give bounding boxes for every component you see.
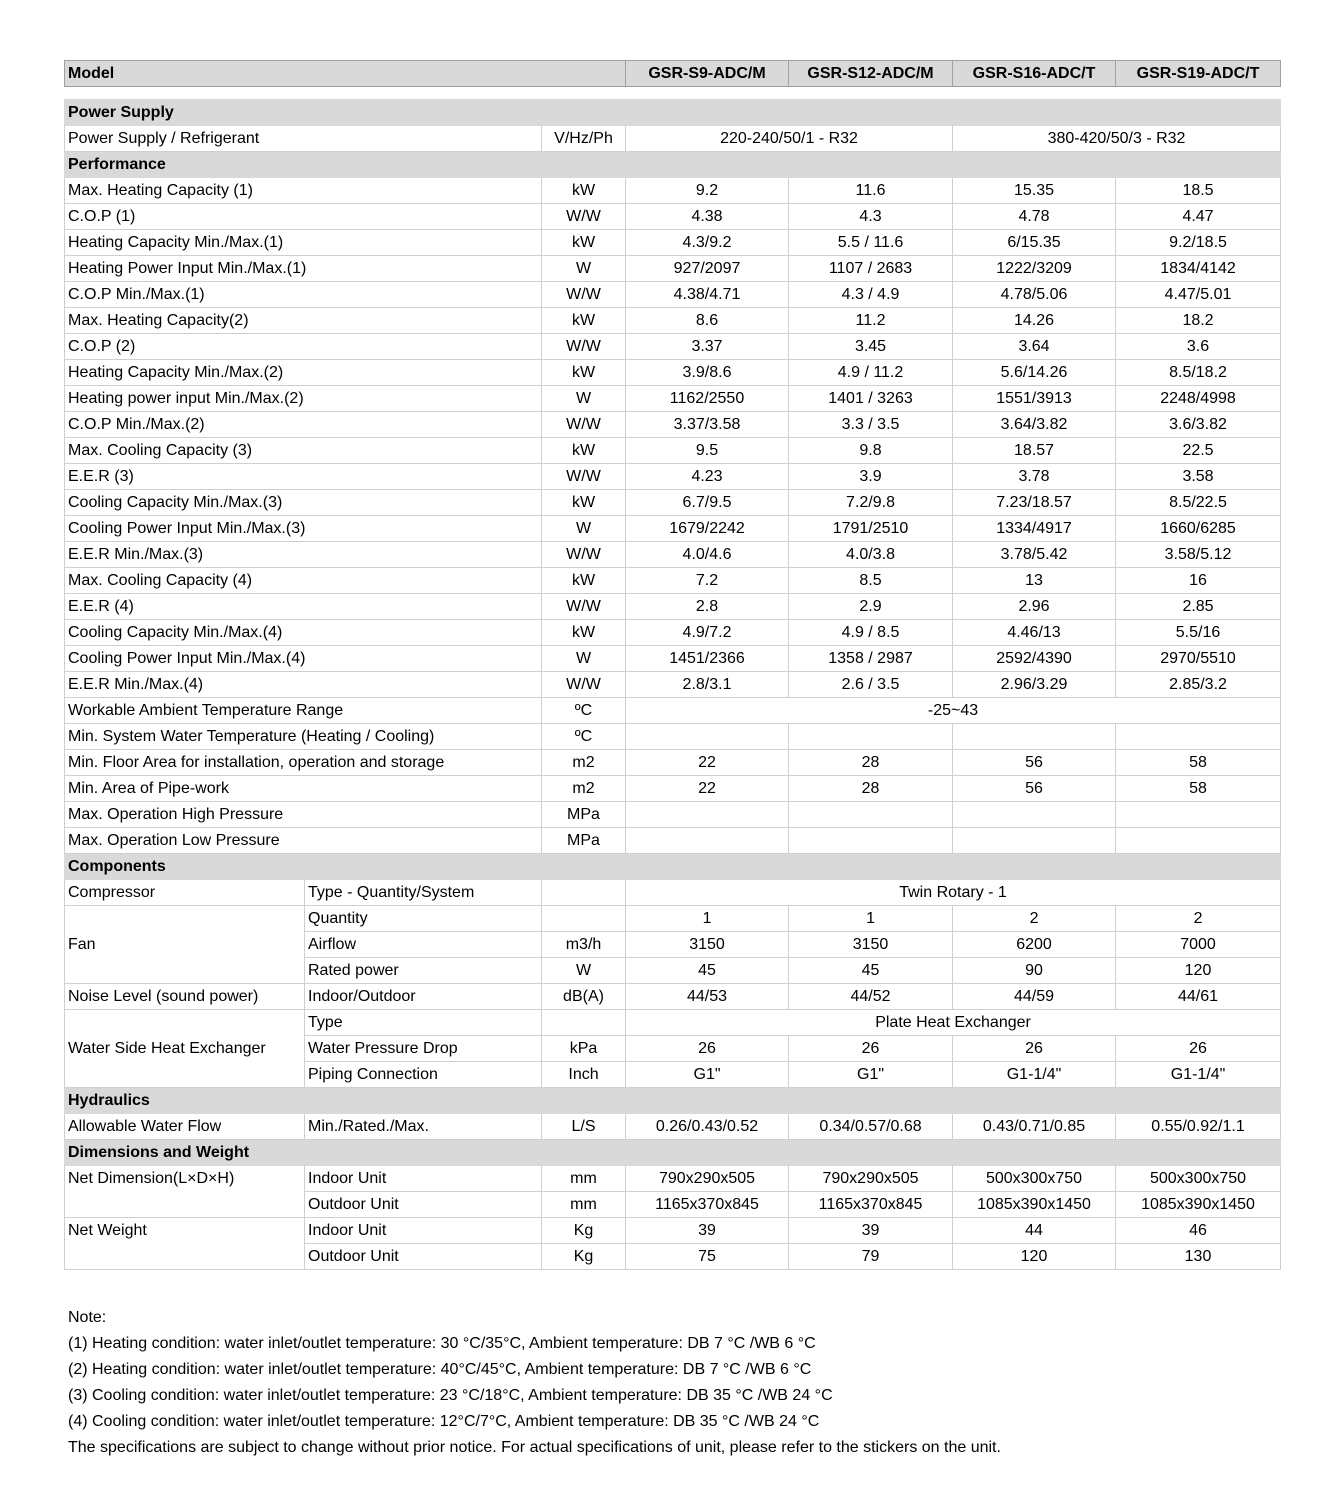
row-value: 3.6/3.82 (1116, 412, 1281, 438)
row-unit: m3/h (542, 932, 626, 958)
row-unit (542, 906, 626, 932)
row-value: 4.3/9.2 (626, 230, 789, 256)
row-unit: kW (542, 490, 626, 516)
row-unit: Kg (542, 1218, 626, 1244)
noise-level-row (65, 984, 1281, 1010)
row-value: 26 (789, 1036, 953, 1062)
row-value: 8.6 (626, 308, 789, 334)
spacer-row (65, 87, 1281, 100)
net-weight-indoor-row (65, 1218, 1281, 1244)
row-value: 22.5 (1116, 438, 1281, 464)
row-value: 8.5/22.5 (1116, 490, 1281, 516)
row-value: 44/52 (789, 984, 953, 1010)
row-label: Min. Floor Area for installation, operation and storage (65, 750, 542, 776)
row-value: 2.96 (953, 594, 1116, 620)
row-value: 44/59 (953, 984, 1116, 1010)
row-label: Compressor (65, 880, 305, 906)
row-value: 2.8/3.1 (626, 672, 789, 698)
row-value: 2248/4998 (1116, 386, 1281, 412)
row-value: 1358 / 2987 (789, 646, 953, 672)
performance-row (65, 620, 1281, 646)
row-value: 0.26/0.43/0.52 (626, 1114, 789, 1140)
row-value: 4.0/4.6 (626, 542, 789, 568)
row-value: 58 (1116, 750, 1281, 776)
row-unit: Inch (542, 1062, 626, 1088)
row-value: 22 (626, 776, 789, 802)
high-pressure-row (65, 802, 1281, 828)
row-value: 500x300x750 (953, 1166, 1116, 1192)
row-unit: kW (542, 568, 626, 594)
row-unit: dB(A) (542, 984, 626, 1010)
row-unit: ºC (542, 724, 626, 750)
row-label: C.O.P Min./Max.(2) (65, 412, 542, 438)
row-value: 7.2/9.8 (789, 490, 953, 516)
row-unit: W/W (542, 672, 626, 698)
row-value: 4.9 / 8.5 (789, 620, 953, 646)
row-sublabel: Water Pressure Drop (305, 1036, 542, 1062)
model-label: Model (65, 61, 626, 87)
row-value: 120 (1116, 958, 1281, 984)
performance-row (65, 568, 1281, 594)
row-value: 8.5/18.2 (1116, 360, 1281, 386)
row-value: 6/15.35 (953, 230, 1116, 256)
row-unit: m2 (542, 750, 626, 776)
row-value: 8.5 (789, 568, 953, 594)
row-value: 2.85/3.2 (1116, 672, 1281, 698)
net-dimension-indoor-row (65, 1166, 1281, 1192)
row-label: E.E.R Min./Max.(4) (65, 672, 542, 698)
performance-row (65, 412, 1281, 438)
row-label: Max. Heating Capacity(2) (65, 308, 542, 334)
row-value: 1791/2510 (789, 516, 953, 542)
row-value: 3.64 (953, 334, 1116, 360)
row-value: 14.26 (953, 308, 1116, 334)
row-value: 5.5 / 11.6 (789, 230, 953, 256)
row-unit: mm (542, 1192, 626, 1218)
model-name: GSR-S12-ADC/M (789, 61, 953, 87)
row-value: 3.45 (789, 334, 953, 360)
row-value: 927/2097 (626, 256, 789, 282)
row-value: 3.78/5.42 (953, 542, 1116, 568)
row-label: E.E.R (4) (65, 594, 542, 620)
row-value: 9.5 (626, 438, 789, 464)
row-value: 2.6 / 3.5 (789, 672, 953, 698)
row-value: 11.2 (789, 308, 953, 334)
row-value: 39 (626, 1218, 789, 1244)
row-unit: V/Hz/Ph (542, 126, 626, 152)
row-unit: kW (542, 620, 626, 646)
row-value: 3.37 (626, 334, 789, 360)
row-value: 4.46/13 (953, 620, 1116, 646)
ambient-temperature-row (65, 698, 1281, 724)
row-value: 44/61 (1116, 984, 1281, 1010)
row-unit: W/W (542, 204, 626, 230)
row-value: 5.6/14.26 (953, 360, 1116, 386)
row-label: Max. Heating Capacity (1) (65, 178, 542, 204)
row-value: 130 (1116, 1244, 1281, 1270)
row-sublabel: Min./Rated./Max. (305, 1114, 542, 1140)
note-line: The specifications are subject to change without prior notice. For actual specifications of unit, please refer to the stickers on the unit. (68, 1439, 1001, 1456)
row-value: 2.96/3.29 (953, 672, 1116, 698)
row-value: 4.47 (1116, 204, 1281, 230)
row-unit: ºC (542, 698, 626, 724)
note-line: (4) Cooling condition: water inlet/outlet temperature: 12°C/7°C, Ambient temperature: DB 35 °C /WB 24 °C (68, 1413, 820, 1430)
row-label: Cooling Capacity Min./Max.(3) (65, 490, 542, 516)
row-unit: W (542, 958, 626, 984)
row-value: 1107 / 2683 (789, 256, 953, 282)
performance-row (65, 230, 1281, 256)
row-value: G1" (789, 1062, 953, 1088)
performance-row (65, 464, 1281, 490)
section-header-performance (65, 152, 1281, 178)
row-value: 18.2 (1116, 308, 1281, 334)
row-value: 56 (953, 750, 1116, 776)
row-unit: W (542, 646, 626, 672)
row-unit: kPa (542, 1036, 626, 1062)
row-value: 1334/4917 (953, 516, 1116, 542)
row-value: 790x290x505 (789, 1166, 953, 1192)
row-value: 5.5/16 (1116, 620, 1281, 646)
row-sublabel: Quantity (305, 906, 542, 932)
row-value: 3.6 (1116, 334, 1281, 360)
row-value: 2970/5510 (1116, 646, 1281, 672)
heat-exchanger-type-row (65, 1010, 1281, 1036)
row-label: Cooling Power Input Min./Max.(4) (65, 646, 542, 672)
row-value: 3.9/8.6 (626, 360, 789, 386)
row-value: 1165x370x845 (789, 1192, 953, 1218)
row-value: 3150 (626, 932, 789, 958)
row-unit: kW (542, 308, 626, 334)
spec-table (64, 60, 1281, 1270)
performance-row (65, 646, 1281, 672)
row-value: 4.0/3.8 (789, 542, 953, 568)
model-name: GSR-S16-ADC/T (953, 61, 1116, 87)
section-title: Power Supply (65, 100, 1281, 126)
model-header-row (65, 61, 1281, 87)
row-value: Plate Heat Exchanger (626, 1010, 1281, 1036)
notes-block (68, 1305, 1268, 1461)
row-value: 75 (626, 1244, 789, 1270)
row-label: Min. System Water Temperature (Heating / Cooling) (65, 724, 542, 750)
performance-row (65, 490, 1281, 516)
row-label: Noise Level (sound power) (65, 984, 305, 1010)
floor-area-row (65, 750, 1281, 776)
row-unit: W/W (542, 282, 626, 308)
section-header-hydraulics (65, 1088, 1281, 1114)
row-value: 39 (789, 1218, 953, 1244)
row-sublabel: Outdoor Unit (305, 1192, 542, 1218)
row-label: Max. Operation Low Pressure (65, 828, 542, 854)
note-line: (1) Heating condition: water inlet/outlet temperature: 30 °C/35°C, Ambient temperature: DB 7 °C /WB 6 °C (68, 1335, 816, 1352)
row-sublabel: Airflow (305, 932, 542, 958)
row-sublabel: Type (305, 1010, 542, 1036)
row-value: Twin Rotary - 1 (626, 880, 1281, 906)
row-sublabel: Type - Quantity/System (305, 880, 542, 906)
row-value: 4.23 (626, 464, 789, 490)
row-value: 9.8 (789, 438, 953, 464)
row-sublabel: Rated power (305, 958, 542, 984)
row-value: 9.2 (626, 178, 789, 204)
row-unit: W (542, 516, 626, 542)
row-label: Workable Ambient Temperature Range (65, 698, 542, 724)
row-unit: W (542, 386, 626, 412)
row-value: 1660/6285 (1116, 516, 1281, 542)
row-unit: mm (542, 1166, 626, 1192)
model-name: GSR-S9-ADC/M (626, 61, 789, 87)
performance-row (65, 672, 1281, 698)
row-value: 26 (626, 1036, 789, 1062)
section-title: Dimensions and Weight (65, 1140, 1281, 1166)
row-sublabel: Indoor/Outdoor (305, 984, 542, 1010)
row-value: 1222/3209 (953, 256, 1116, 282)
row-value: 2592/4390 (953, 646, 1116, 672)
row-value: 6.7/9.5 (626, 490, 789, 516)
power-supply-row (65, 126, 1281, 152)
row-value: 7.2 (626, 568, 789, 594)
row-value: 6200 (953, 932, 1116, 958)
row-value: 22 (626, 750, 789, 776)
row-value: 26 (953, 1036, 1116, 1062)
row-unit: W/W (542, 542, 626, 568)
performance-row (65, 594, 1281, 620)
performance-row (65, 204, 1281, 230)
three-phase-value: 380-420/50/3 - R32 (953, 126, 1281, 152)
row-label: Allowable Water Flow (65, 1114, 305, 1140)
row-unit: L/S (542, 1114, 626, 1140)
row-value: 3.37/3.58 (626, 412, 789, 438)
row-value: 1085x390x1450 (953, 1192, 1116, 1218)
performance-row (65, 542, 1281, 568)
row-sublabel: Outdoor Unit (305, 1244, 542, 1270)
section-title: Components (65, 854, 1281, 880)
performance-row (65, 334, 1281, 360)
row-label: Heating Power Input Min./Max.(1) (65, 256, 542, 282)
row-label: C.O.P (1) (65, 204, 542, 230)
row-value: -25~43 (626, 698, 1281, 724)
row-value: 4.78 (953, 204, 1116, 230)
row-value: 3.3 / 3.5 (789, 412, 953, 438)
row-value: 4.38 (626, 204, 789, 230)
row-label: C.O.P (2) (65, 334, 542, 360)
row-value: 1679/2242 (626, 516, 789, 542)
row-unit: kW (542, 230, 626, 256)
row-value: 3.78 (953, 464, 1116, 490)
row-label: Min. Area of Pipe-work (65, 776, 542, 802)
row-label: E.E.R (3) (65, 464, 542, 490)
row-value: 2 (953, 906, 1116, 932)
row-unit: W/W (542, 594, 626, 620)
row-value: 4.78/5.06 (953, 282, 1116, 308)
performance-row (65, 438, 1281, 464)
row-value: 4.9/7.2 (626, 620, 789, 646)
note-line: (2) Heating condition: water inlet/outlet temperature: 40°C/45°C, Ambient temperature: DB 7 °C /WB 6 °C (68, 1361, 812, 1378)
row-value: 2.8 (626, 594, 789, 620)
row-value: 3.58 (1116, 464, 1281, 490)
row-value: 18.5 (1116, 178, 1281, 204)
performance-row (65, 308, 1281, 334)
row-value: 2.85 (1116, 594, 1281, 620)
row-label: Net Weight (65, 1218, 305, 1270)
row-label: Max. Operation High Pressure (65, 802, 542, 828)
row-value: 28 (789, 750, 953, 776)
row-value: 7.23/18.57 (953, 490, 1116, 516)
row-value: 1834/4142 (1116, 256, 1281, 282)
row-unit: W/W (542, 334, 626, 360)
row-value: 3.9 (789, 464, 953, 490)
row-value: 13 (953, 568, 1116, 594)
fan-quantity-row (65, 906, 1281, 932)
row-unit: W (542, 256, 626, 282)
row-label: E.E.R Min./Max.(3) (65, 542, 542, 568)
row-value: 56 (953, 776, 1116, 802)
row-label: Max. Cooling Capacity (4) (65, 568, 542, 594)
performance-row (65, 360, 1281, 386)
section-title: Performance (65, 152, 1281, 178)
row-unit: W/W (542, 464, 626, 490)
row-value: 7000 (1116, 932, 1281, 958)
performance-row (65, 516, 1281, 542)
performance-row (65, 282, 1281, 308)
row-label: C.O.P Min./Max.(1) (65, 282, 542, 308)
row-value: 26 (1116, 1036, 1281, 1062)
row-label: Heating power input Min./Max.(2) (65, 386, 542, 412)
row-unit: kW (542, 360, 626, 386)
row-label: Heating Capacity Min./Max.(1) (65, 230, 542, 256)
row-value: 90 (953, 958, 1116, 984)
row-value: 4.3 (789, 204, 953, 230)
row-label: Heating Capacity Min./Max.(2) (65, 360, 542, 386)
row-value: 4.9 / 11.2 (789, 360, 953, 386)
row-value: 4.47/5.01 (1116, 282, 1281, 308)
row-value: 4.3 / 4.9 (789, 282, 953, 308)
row-value: 1085x390x1450 (1116, 1192, 1281, 1218)
row-label: Water Side Heat Exchanger (65, 1010, 305, 1088)
row-value: 15.35 (953, 178, 1116, 204)
water-temperature-row (65, 724, 1281, 750)
row-label: Cooling Power Input Min./Max.(3) (65, 516, 542, 542)
row-value: 28 (789, 776, 953, 802)
row-value: 120 (953, 1244, 1116, 1270)
row-value: 4.38/4.71 (626, 282, 789, 308)
row-value: 1165x370x845 (626, 1192, 789, 1218)
row-value: 46 (1116, 1218, 1281, 1244)
note-heading: Note: (68, 1309, 107, 1326)
row-value: 3.58/5.12 (1116, 542, 1281, 568)
row-value: G1-1/4" (953, 1062, 1116, 1088)
row-value: 45 (626, 958, 789, 984)
row-label: Net Dimension(L×D×H) (65, 1166, 305, 1218)
row-value: 0.43/0.71/0.85 (953, 1114, 1116, 1140)
row-value: 9.2/18.5 (1116, 230, 1281, 256)
water-flow-row (65, 1114, 1281, 1140)
row-value: 1162/2550 (626, 386, 789, 412)
compressor-row (65, 880, 1281, 906)
row-sublabel: Piping Connection (305, 1062, 542, 1088)
row-value: 1551/3913 (953, 386, 1116, 412)
row-value: 2.9 (789, 594, 953, 620)
row-unit: Kg (542, 1244, 626, 1270)
row-value: 45 (789, 958, 953, 984)
row-sublabel: Indoor Unit (305, 1218, 542, 1244)
row-unit: MPa (542, 802, 626, 828)
row-unit: kW (542, 438, 626, 464)
section-title: Hydraulics (65, 1088, 1281, 1114)
row-value: G1-1/4" (1116, 1062, 1281, 1088)
row-value: 2 (1116, 906, 1281, 932)
row-value: 3.64/3.82 (953, 412, 1116, 438)
row-value: 1401 / 3263 (789, 386, 953, 412)
row-value: 790x290x505 (626, 1166, 789, 1192)
section-header-dimensions (65, 1140, 1281, 1166)
row-label: Max. Cooling Capacity (3) (65, 438, 542, 464)
row-value: 1 (626, 906, 789, 932)
pipe-area-row (65, 776, 1281, 802)
row-unit: m2 (542, 776, 626, 802)
row-value: 0.55/0.92/1.1 (1116, 1114, 1281, 1140)
row-value: 44 (953, 1218, 1116, 1244)
low-pressure-row (65, 828, 1281, 854)
row-value: 500x300x750 (1116, 1166, 1281, 1192)
row-value: 1 (789, 906, 953, 932)
row-value: 18.57 (953, 438, 1116, 464)
section-header-power-supply (65, 100, 1281, 126)
row-unit: W/W (542, 412, 626, 438)
row-value: 79 (789, 1244, 953, 1270)
row-value: 58 (1116, 776, 1281, 802)
row-value: 44/53 (626, 984, 789, 1010)
row-value: 1451/2366 (626, 646, 789, 672)
performance-row (65, 386, 1281, 412)
performance-row (65, 256, 1281, 282)
row-label: Fan (65, 906, 305, 984)
row-value: 0.34/0.57/0.68 (789, 1114, 953, 1140)
row-unit: kW (542, 178, 626, 204)
row-value: 11.6 (789, 178, 953, 204)
row-value: 16 (1116, 568, 1281, 594)
row-label: Cooling Capacity Min./Max.(4) (65, 620, 542, 646)
row-sublabel: Indoor Unit (305, 1166, 542, 1192)
section-header-components (65, 854, 1281, 880)
row-value: G1" (626, 1062, 789, 1088)
row-unit: MPa (542, 828, 626, 854)
single-phase-value: 220-240/50/1 - R32 (626, 126, 953, 152)
model-name: GSR-S19-ADC/T (1116, 61, 1281, 87)
row-value: 3150 (789, 932, 953, 958)
row-label: Power Supply / Refrigerant (65, 126, 542, 152)
performance-row (65, 178, 1281, 204)
note-line: (3) Cooling condition: water inlet/outlet temperature: 23 °C/18°C, Ambient temperature: DB 35 °C /WB 24 °C (68, 1387, 833, 1404)
